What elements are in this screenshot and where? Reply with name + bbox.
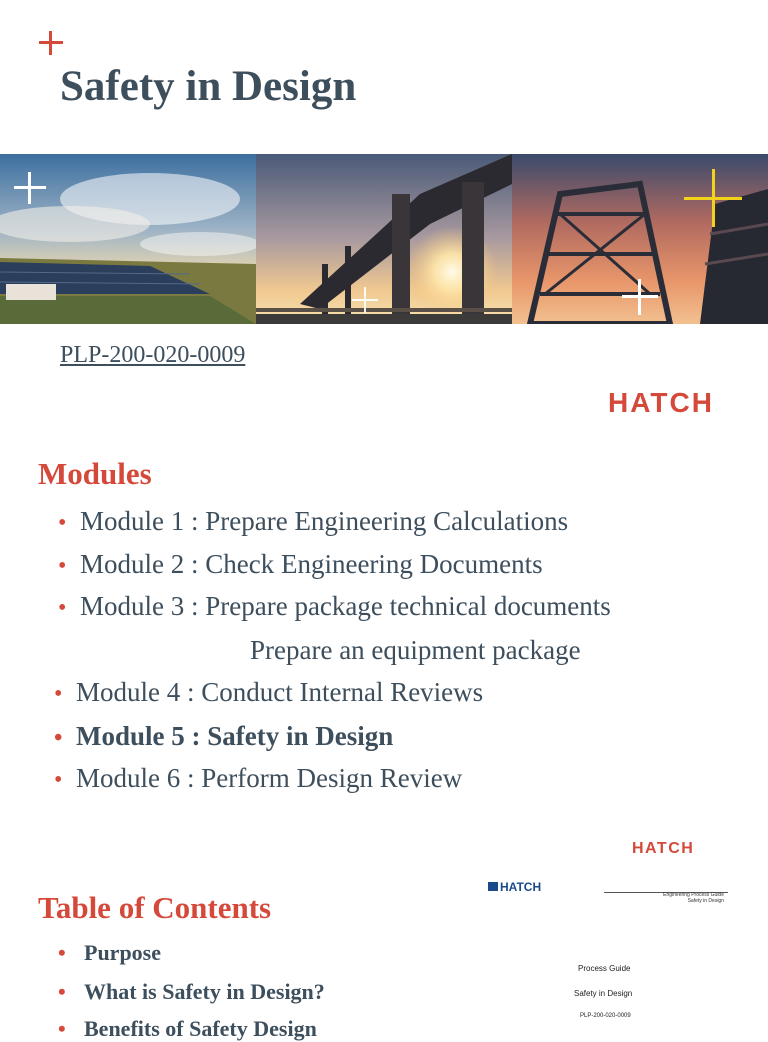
bullet-icon: • [54, 767, 63, 793]
modules-heading: Modules [38, 456, 152, 491]
thumbnail-logo: HATCH [488, 880, 541, 894]
thumbnail-guide-title: Safety in Design [574, 989, 633, 998]
bullet-icon: • [58, 1016, 66, 1041]
module-item-continuation: Prepare an equipment package [250, 635, 581, 665]
bullet-icon: • [58, 595, 67, 621]
document-thumbnail [462, 872, 768, 1024]
hatch-logo [608, 386, 748, 418]
toc-item[interactable]: • Benefits of Safety Design [58, 1016, 317, 1041]
document-code-link[interactable]: PLP-200-020-0009 [60, 342, 246, 368]
bullet-icon: • [58, 940, 66, 965]
toc-item[interactable]: • What is Safety in Design? [58, 979, 325, 1004]
hatch-logo [632, 838, 717, 856]
svg-text:HATCH: HATCH [632, 840, 695, 856]
plus-icon [38, 30, 64, 56]
module-item-active: • Module 5 : Safety in Design [54, 721, 394, 751]
toc-item[interactable]: • Purpose [58, 940, 161, 965]
toc-heading: Table of Contents [38, 890, 272, 925]
bullet-icon: • [58, 553, 67, 579]
module-item: • Module 1 : Prepare Engineering Calculations [58, 506, 569, 536]
hero-banner-image [0, 154, 768, 324]
bullet-icon: • [58, 979, 66, 1004]
module-item: • Module 6 : Perform Design Review [54, 763, 463, 793]
page-title: Safety in Design [60, 63, 357, 110]
module-item: • Module 4 : Conduct Internal Reviews [54, 677, 484, 707]
svg-text:HATCH: HATCH [608, 387, 714, 418]
bullet-icon: • [54, 681, 63, 707]
thumbnail-guide-type: Process Guide [578, 964, 631, 973]
thumbnail-header: Engineering Process Guide Safety in Design [663, 892, 724, 904]
bullet-icon: • [58, 510, 67, 536]
thumbnail-guide-code: PLP-200-020-0009 [580, 1013, 631, 1019]
module-item: • Module 2 : Check Engineering Documents [58, 549, 543, 579]
module-item: • Module 3 : Prepare package technical documents [58, 591, 611, 621]
bullet-icon: • [54, 725, 63, 751]
